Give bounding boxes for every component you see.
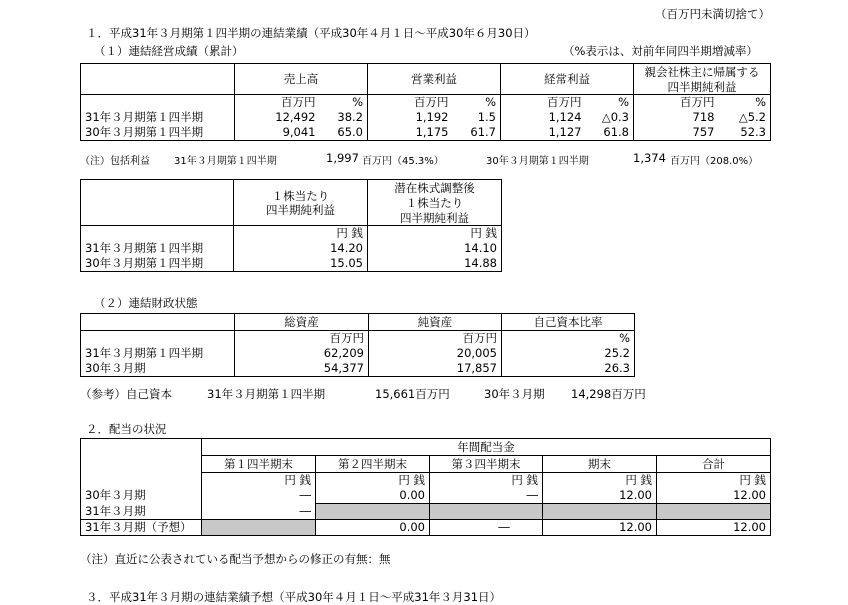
cell-sales: 9,041	[235, 125, 320, 141]
unit-row-label	[81, 95, 235, 111]
header-net-income-line2: 四半期純利益	[634, 79, 771, 95]
comprehensive-income-p2-unit: 百万円（208.0%）	[670, 156, 759, 167]
header-total: 合計	[657, 456, 771, 473]
eps-header-blank	[81, 180, 234, 226]
section3-title: ３．平成31年３月期の連結業績予想（平成30年４月１日～平成31年３月31日）	[86, 590, 502, 604]
cell-op: 1,192	[368, 110, 453, 125]
unit-mil: 百万円	[634, 95, 719, 111]
cell-diluted: 14.88	[368, 256, 502, 272]
div-unit: 円 銭	[202, 473, 316, 489]
unit-mil: 百万円	[368, 95, 453, 111]
diluted-header-line1: 潜在株式調整後	[368, 180, 502, 196]
equity-ref-p2-value: 14,298百万円	[571, 387, 646, 401]
row-label: 31年３月期第１四半期	[81, 346, 235, 361]
row-label: 31年３月期	[81, 504, 202, 520]
unit-pct: %	[719, 95, 771, 111]
dividends-table	[80, 438, 771, 536]
equity-ref-prefix: （参考）自己資本	[80, 387, 172, 401]
dividend-note: （注）直近に公表されている配当予想からの修正の有無：無	[80, 552, 391, 566]
fp-header-blank	[81, 314, 235, 331]
div-unit: 円 銭	[657, 473, 771, 489]
equity-ref-p1-value: 15,661百万円	[375, 387, 450, 401]
cell-assets: 62,209	[235, 346, 369, 361]
cell-total-shaded	[657, 504, 771, 520]
cell-eps: 15.05	[234, 256, 368, 272]
comprehensive-income-prefix: （注）包括利益	[80, 156, 150, 167]
cell-year-end: 12.00	[543, 488, 657, 504]
diluted-unit: 円 銭	[368, 226, 502, 242]
unit-pct: %	[320, 95, 368, 111]
fp-unit-label	[81, 331, 235, 347]
row-label: 31年３月期（予想）	[81, 520, 202, 536]
unit-pct: %	[586, 95, 634, 111]
cell-ratio: 25.2	[502, 346, 635, 361]
unit-pct: %	[453, 95, 501, 111]
unit-note: （百万円未満切捨て）	[655, 7, 770, 21]
header-sales: 売上高	[235, 64, 368, 95]
equity-ref-p2-label: 30年３月期	[484, 387, 545, 401]
row-label: 31年３月期第１四半期	[81, 241, 234, 256]
header-year-end: 期末	[543, 456, 657, 473]
unit-mil: 百万円	[235, 331, 369, 347]
cell-q3: ―	[430, 520, 543, 536]
header-net-income-line1: 親会社株主に帰属する	[634, 64, 771, 80]
cell-ord-pct: △0.3	[586, 110, 634, 125]
sub1-note: （%表示は、対前年同四半期増減率）	[563, 44, 758, 58]
cell-q1: ―	[202, 488, 316, 504]
cell-sales-pct: 38.2	[320, 110, 368, 125]
header-q2-end: 第２四半期末	[316, 456, 430, 473]
div-unit: 円 銭	[543, 473, 657, 489]
header-ordinary-income: 経常利益	[501, 64, 634, 95]
comprehensive-income-p1-label: 31年３月期第１四半期	[174, 156, 277, 167]
diluted-header-line3: 四半期純利益	[368, 210, 502, 226]
cell-net: 757	[634, 125, 719, 141]
eps-header-line2: 四半期純利益	[266, 202, 335, 217]
cell-q3-shaded	[430, 504, 543, 520]
comprehensive-income-p1-unit: 百万円（45.3%）	[362, 156, 444, 167]
unit-mil: 百万円	[501, 95, 586, 111]
eps-header-line1: １株当たり	[271, 188, 330, 203]
div-header-blank	[81, 439, 202, 473]
unit-pct: %	[502, 331, 635, 347]
cell-year-end-shaded	[543, 504, 657, 520]
row-label: 31年３月期第１四半期	[81, 110, 235, 125]
header-equity-ratio: 自己資本比率	[502, 314, 635, 331]
cell-total: 12.00	[657, 488, 771, 504]
cell-sales-pct: 65.0	[320, 125, 368, 141]
comprehensive-income-p2-label: 30年３月期第１四半期	[486, 156, 589, 167]
cell-total: 12.00	[657, 520, 771, 536]
cell-sales: 12,492	[235, 110, 320, 125]
sub2-title: （２）連結財政状態	[94, 296, 198, 310]
header-blank	[81, 64, 235, 95]
cell-q2: 0.00	[316, 488, 430, 504]
cell-assets: 54,377	[235, 361, 369, 377]
cell-diluted: 14.10	[368, 241, 502, 256]
cell-op-pct: 1.5	[453, 110, 501, 125]
div-unit: 円 銭	[430, 473, 543, 489]
eps-unit: 円 銭	[234, 226, 368, 242]
operating-results-table	[80, 63, 771, 141]
equity-ref-p1-label: 31年３月期第１四半期	[207, 387, 326, 401]
section2-title: ２．配当の状況	[86, 422, 167, 436]
cell-ord: 1,127	[501, 125, 586, 141]
cell-ord-pct: 61.8	[586, 125, 634, 141]
header-q3-end: 第３四半期末	[430, 456, 543, 473]
row-label: 30年３月期	[81, 488, 202, 504]
cell-net-assets: 17,857	[369, 361, 502, 377]
div-unit: 円 銭	[316, 473, 430, 489]
header-net-assets: 純資産	[369, 314, 502, 331]
cell-ratio: 26.3	[502, 361, 635, 377]
comprehensive-income-p1-value: 1,997	[326, 151, 359, 165]
unit-mil: 百万円	[369, 331, 502, 347]
section1-title: １．平成31年３月期第１四半期の連結業績（平成30年４月１日～平成30年６月30日）	[86, 26, 536, 40]
financial-position-table	[80, 313, 635, 377]
cell-q2-shaded	[316, 504, 430, 520]
cell-q2: 0.00	[316, 520, 430, 536]
diluted-header-line2: １株当たり	[368, 195, 502, 210]
cell-net-pct: △5.2	[719, 110, 771, 125]
cell-q3: ―	[430, 488, 543, 504]
row-label: 30年３月期	[81, 361, 235, 377]
cell-net: 718	[634, 110, 719, 125]
cell-op-pct: 61.7	[453, 125, 501, 141]
cell-q1: ―	[202, 504, 316, 520]
header-q1-end: 第１四半期末	[202, 456, 316, 473]
header-operating-income: 営業利益	[368, 64, 501, 95]
sub1-title: （１）連結経営成績（累計）	[94, 44, 244, 58]
cell-year-end: 12.00	[543, 520, 657, 536]
header-annual-dividend: 年間配当金	[202, 439, 771, 456]
cell-q1-shaded	[202, 520, 316, 536]
cell-net-pct: 52.3	[719, 125, 771, 141]
eps-table	[80, 179, 502, 272]
cell-eps: 14.20	[234, 241, 368, 256]
cell-net-assets: 20,005	[369, 346, 502, 361]
comprehensive-income-p2-value: 1,374	[633, 151, 666, 165]
eps-header	[234, 180, 368, 226]
eps-unit-label	[81, 226, 234, 242]
row-label: 30年３月期第１四半期	[81, 256, 234, 272]
row-label: 30年３月期第１四半期	[81, 125, 235, 141]
cell-ord: 1,124	[501, 110, 586, 125]
div-unit-label	[81, 473, 202, 489]
header-total-assets: 総資産	[235, 314, 369, 331]
cell-op: 1,175	[368, 125, 453, 141]
unit-mil: 百万円	[235, 95, 320, 111]
